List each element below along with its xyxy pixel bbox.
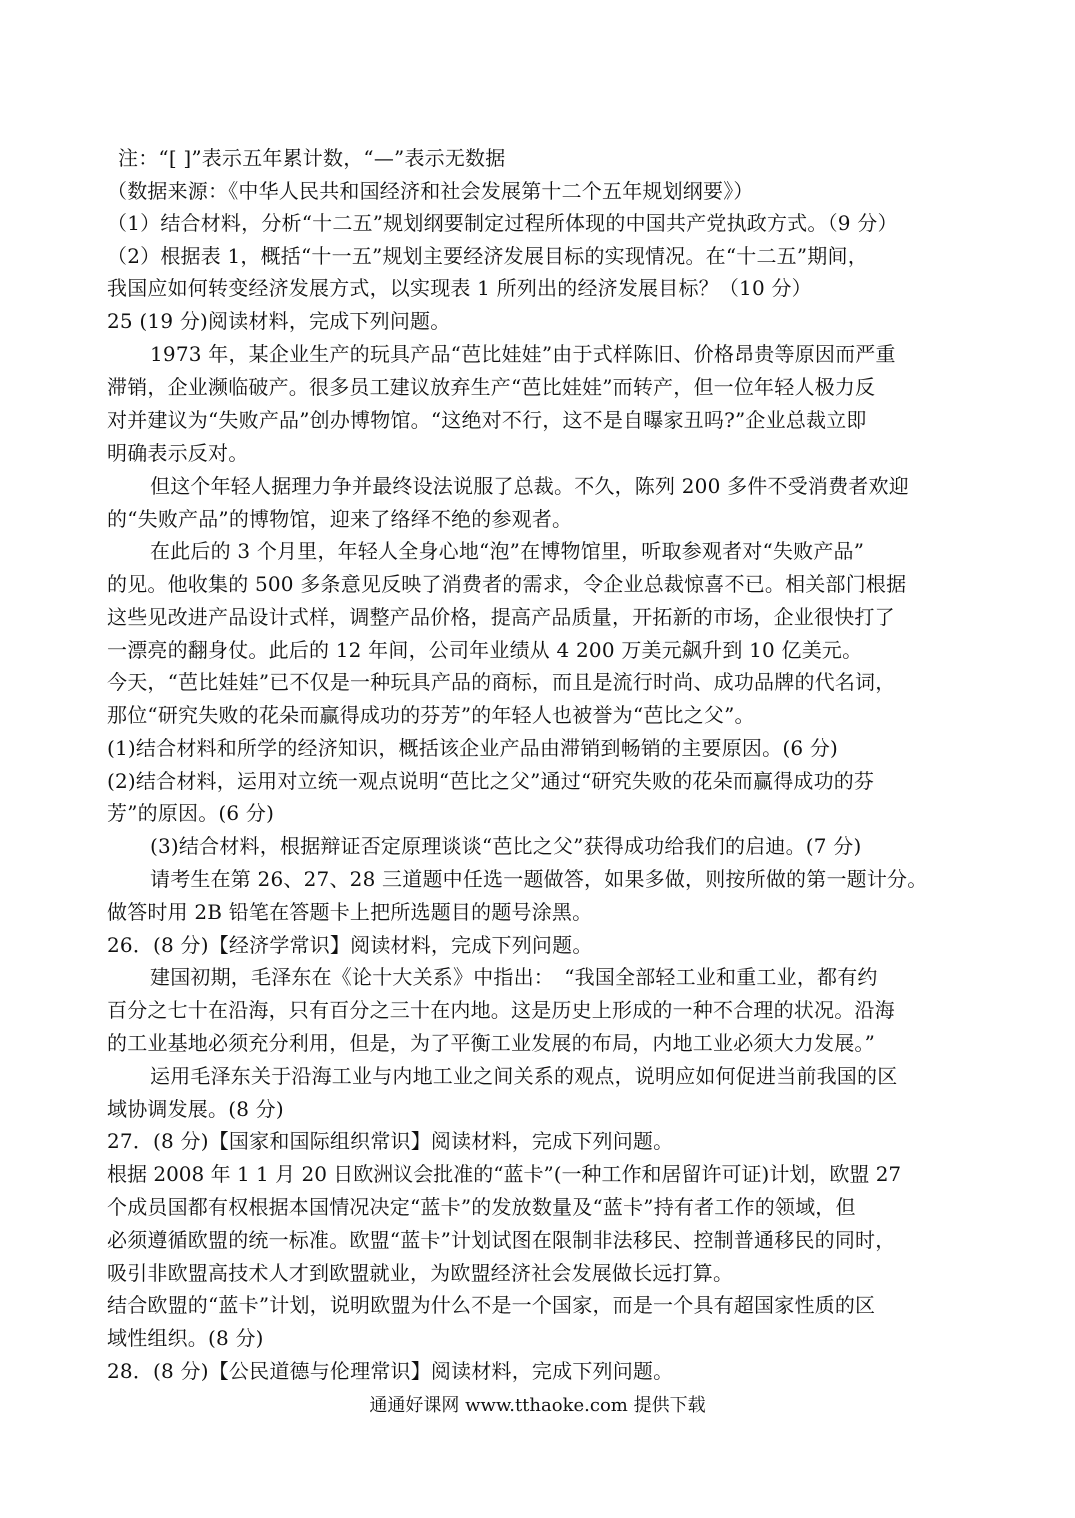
question-26-prompt: 运用毛泽东关于沿海工业与内地工业之间关系的观点，说明应如何促进当前我国的区 bbox=[150, 1064, 898, 1088]
data-source-line: （数据来源：《中华人民共和国经济和社会发展第十二个五年规划纲要》） bbox=[107, 179, 754, 203]
material-paragraph-line: 今天，“芭比娃娃”已不仅是一种玩具产品的商标，而且是流行时尚、成功品牌的代名词， bbox=[107, 670, 896, 694]
material-paragraph-line: 建国初期，毛泽东在《论十大关系》中指出： “我国全部轻工业和重工业，都有约 bbox=[150, 965, 878, 989]
material-paragraph-line: 吸引非欧盟高技术人才到欧盟就业，为欧盟经济社会发展做长远打算。 bbox=[107, 1261, 734, 1285]
material-paragraph-line: 根据 2008 年 1 1 月 20 日欧洲议会批准的“蓝卡”(一种工作和居留许可证)计划，欧盟 27 bbox=[107, 1162, 902, 1186]
material-paragraph-line: 但这个年轻人据理力争并最终设法说服了总裁。不久，陈列 200 多件不受消费者欢迎 bbox=[150, 474, 909, 498]
instruction-line: 做答时用 2B 铅笔在答题卡上把所选题目的题号涂黑。 bbox=[107, 900, 593, 924]
question-25-2-cont: 芳”的原因。(6 分) bbox=[107, 801, 275, 825]
question-26-prompt-cont: 域协调发展。(8 分) bbox=[107, 1097, 284, 1121]
material-paragraph-line: 必须遵循欧盟的统一标准。欧盟“蓝卡”计划试图在限制非法移民、控制普通移民的同时， bbox=[107, 1228, 896, 1252]
material-paragraph-line: 个成员国都有权根据本国情况决定“蓝卡”的发放数量及“蓝卡”持有者工作的领域，但 bbox=[107, 1195, 856, 1219]
material-paragraph-line: 那位“研究失败的花朵而赢得成功的芬芳”的年轻人也被誉为“芭比之父”。 bbox=[107, 703, 755, 727]
question-27-heading: 27．(8 分)【国家和国际组织常识】阅读材料，完成下列问题。 bbox=[107, 1129, 674, 1153]
question-25-2: (2)结合材料，运用对立统一观点说明“芭比之父”通过“研究失败的花朵而赢得成功的芬 bbox=[107, 769, 875, 793]
material-paragraph-line: 对并建议为“失败产品”创办博物馆。“这绝对不行，这不是自曝家丑吗?”企业总裁立即 bbox=[107, 408, 867, 432]
question-27-prompt: 结合欧盟的“蓝卡”计划，说明欧盟为什么不是一个国家，而是一个具有超国家性质的区 bbox=[107, 1293, 876, 1317]
question-24-2-cont: 我国应如何转变经济发展方式，以实现表 1 所列出的经济发展目标？（10 分） bbox=[107, 276, 812, 300]
question-25-heading: 25 (19 分)阅读材料，完成下列问题。 bbox=[107, 309, 451, 333]
material-paragraph-line: 的“失败产品”的博物馆，迎来了络绎不绝的参观者。 bbox=[107, 507, 573, 531]
question-26-heading: 26．(8 分)【经济学常识】阅读材料，完成下列问题。 bbox=[107, 933, 593, 957]
material-paragraph-line: 的见。他收集的 500 多条意见反映了消费者的需求，令企业总裁惊喜不已。相关部门根据 bbox=[107, 572, 907, 596]
question-25-1: (1)结合材料和所学的经济知识，概括该企业产品由滞销到畅销的主要原因。(6 分) bbox=[107, 736, 839, 760]
material-paragraph-line: 百分之七十在沿海，只有百分之三十在内地。这是历史上形成的一种不合理的状况。沿海 bbox=[107, 998, 895, 1022]
material-paragraph-line: 滞销，企业濒临破产。很多员工建议放弃生产“芭比娃娃”而转产，但一位年轻人极力反 bbox=[107, 375, 876, 399]
question-28-heading: 28．(8 分)【公民道德与伦理常识】阅读材料，完成下列问题。 bbox=[107, 1359, 674, 1383]
material-paragraph-line: 明确表示反对。 bbox=[107, 441, 249, 465]
question-27-prompt-cont: 域性组织。(8 分) bbox=[107, 1326, 264, 1350]
question-24-1: （1）结合材料，分析“十二五”规划纲要制定过程所体现的中国共产党执政方式。（9 分） bbox=[107, 211, 898, 235]
note-line: 注：“[ ]”表示五年累计数，“—”表示无数据 bbox=[118, 146, 506, 170]
question-24-2: （2）根据表 1，概括“十一五”规划主要经济发展目标的实现情况。在“十二五”期间， bbox=[107, 244, 868, 268]
instruction-line: 请考生在第 26、27、28 三道题中任选一题做答，如果多做，则按所做的第一题计分。 bbox=[150, 867, 928, 891]
material-paragraph-line: 这些见改进产品设计式样，调整产品价格，提高产品质量，开拓新的市场，企业很快打了 bbox=[107, 605, 895, 629]
material-paragraph-line: 1973 年，某企业生产的玩具产品“芭比娃娃”由于式样陈旧、价格昂贵等原因而严重 bbox=[150, 342, 896, 366]
material-paragraph-line: 一漂亮的翻身仗。此后的 12 年间，公司年业绩从 4 200 万美元飙升到 10 亿美元。 bbox=[107, 638, 863, 662]
material-paragraph-line: 的工业基地必须充分利用，但是，为了平衡工业发展的布局，内地工业必须大力发展。” bbox=[107, 1031, 876, 1055]
material-paragraph-line: 在此后的 3 个月里，年轻人全身心地“泡”在博物馆里，听取参观者对“失败产品” bbox=[150, 539, 865, 563]
footer-download-note: 通通好课网 www.tthaoke.com 提供下载 bbox=[369, 1395, 706, 1416]
question-25-3: (3)结合材料，根据辩证否定原理谈谈“芭比之父”获得成功给我们的启迪。(7 分) bbox=[150, 834, 862, 858]
